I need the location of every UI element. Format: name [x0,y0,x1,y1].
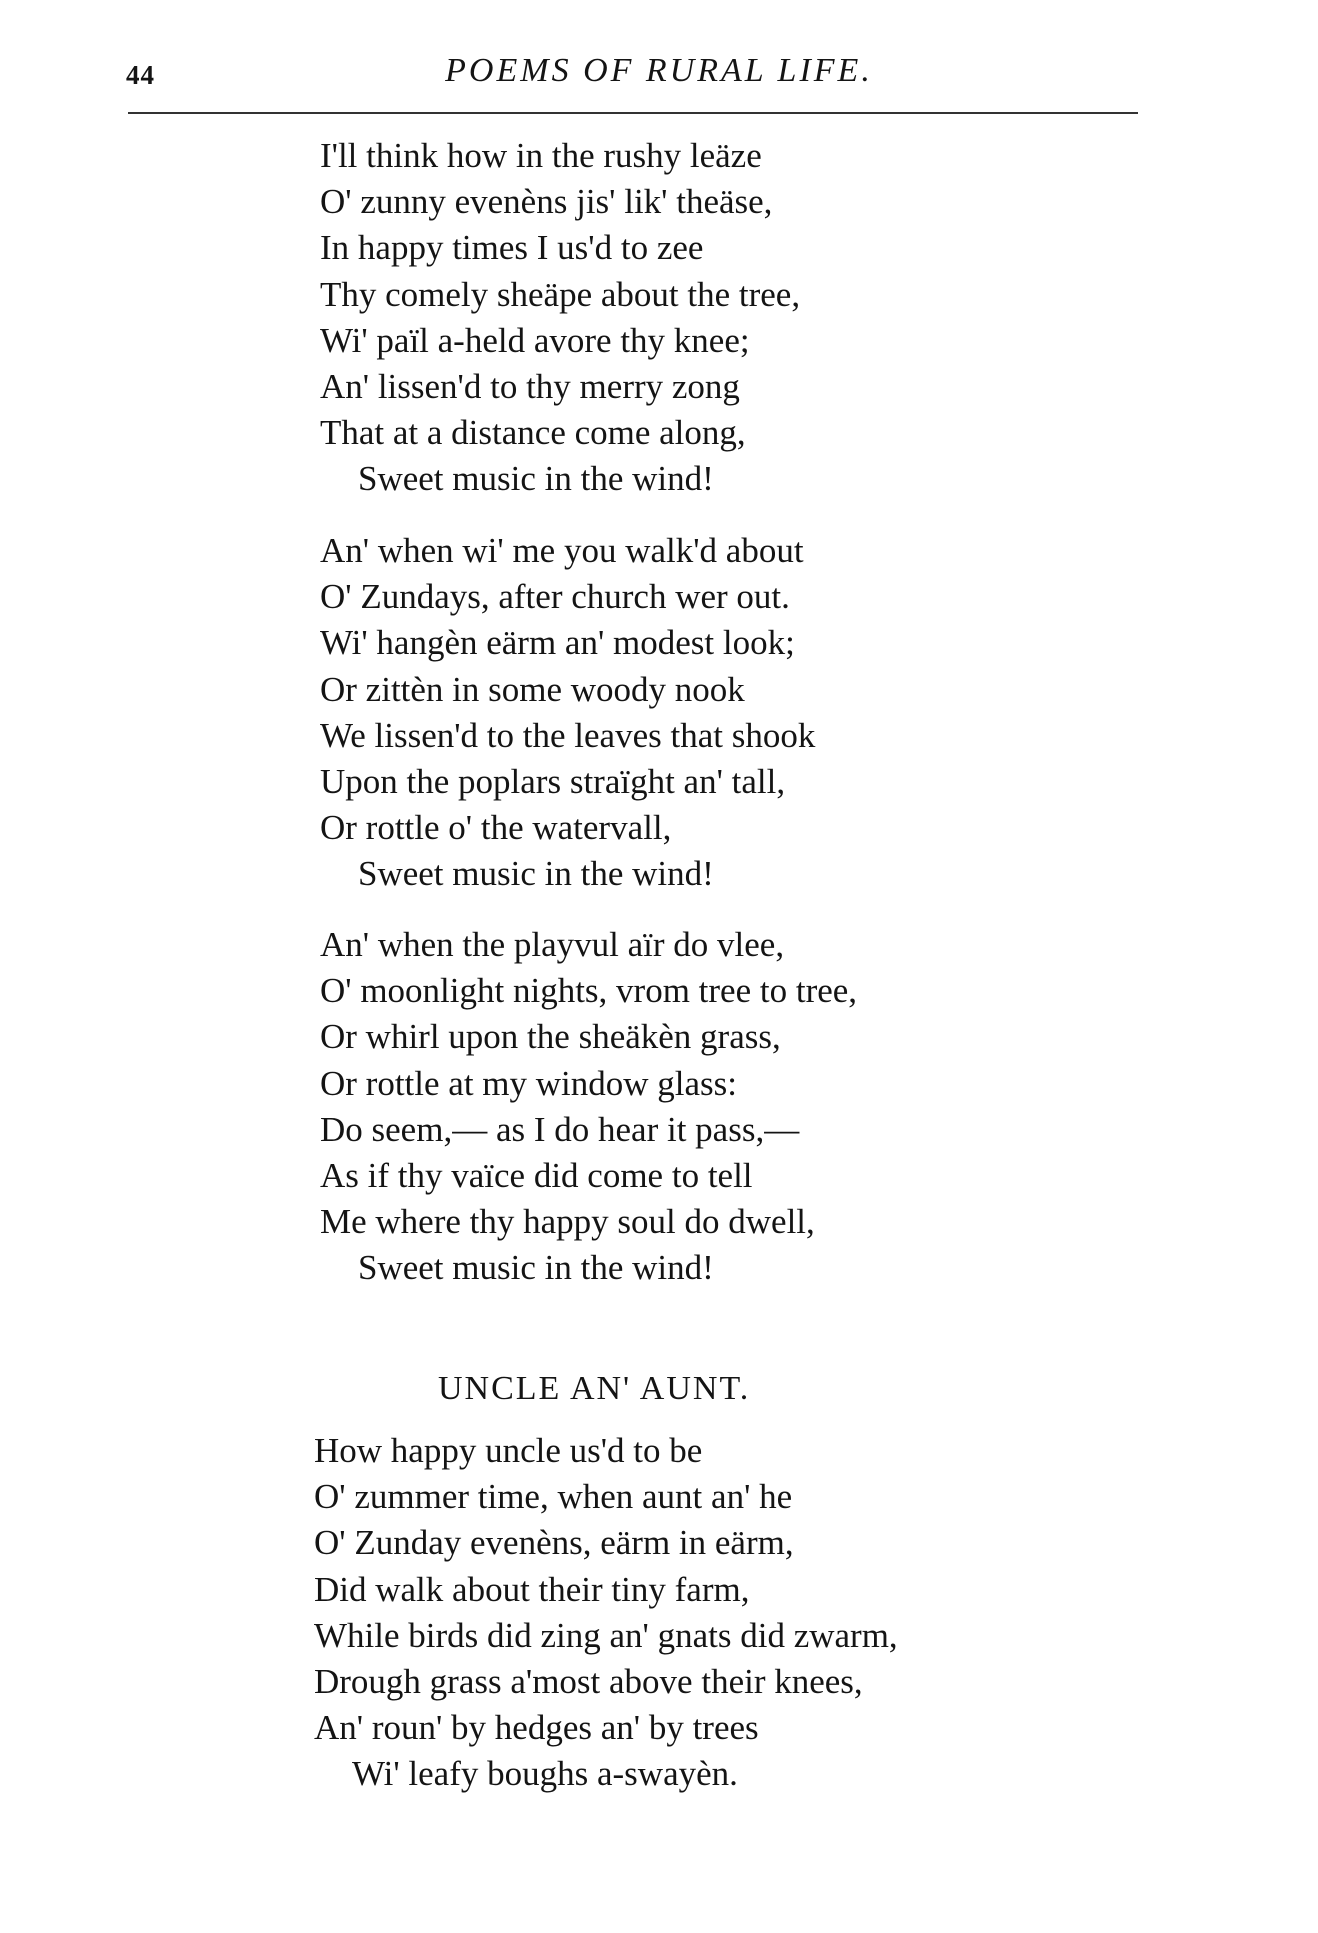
verse-line: O' zunny evenèns jis' lik' theäse, [320,182,773,222]
stanza-1 [320,133,800,503]
verse-line: We lissen'd to the leaves that shook [320,715,816,755]
verse-line: Drough grass a'most above their knees, [314,1662,863,1702]
verse-line: As if thy vaïce did come to tell [320,1156,753,1196]
verse-line: While birds did zing an' gnats did zwarm, [314,1615,898,1655]
verse-line: An' lissen'd to thy merry zong [320,367,740,407]
verse-line: O' moonlight nights, vrom tree to tree, [320,971,858,1011]
verse-line: Did walk about their tiny farm, [314,1569,750,1609]
stanza-2 [320,528,815,898]
stanza-4 [314,1428,898,1798]
verse-line: In happy times I us'd to zee [320,228,704,268]
refrain-line: Wi' leafy boughs a-swayèn. [352,1754,738,1794]
refrain-line: Sweet music in the wind! [358,459,714,499]
verse-line: Wi' païl a-held avore thy knee; [320,320,750,360]
running-title: POEMS OF RURAL LIFE. [445,52,873,89]
verse-line: An' when wi' me you walk'd about [320,531,804,570]
verse-line: An' when the playvul aïr do vlee, [320,925,785,964]
verse-line: An' roun' by hedges an' by trees [314,1708,759,1748]
verse-line: Or rottle at my window glass: [320,1063,738,1103]
verse-line: Wi' hangèn eärm an' modest look; [320,623,795,663]
verse-line: O' zummer time, when aunt an' he [314,1477,793,1517]
header-rule [128,112,1138,114]
stanza-3 [320,922,857,1292]
verse-line: Or rottle o' the watervall, [320,808,672,848]
page-number: 44 [126,60,155,90]
verse-line: Or zittèn in some woody nook [320,669,745,709]
verse-line: Or whirl upon the sheäkèn grass, [320,1017,781,1057]
verse-line: That at a distance come along, [320,413,746,453]
verse-line: Thy comely sheäpe about the tree, [320,274,801,314]
verse-line: O' Zundays, after church wer out. [320,577,790,617]
verse-line: Upon the poplars straïght an' tall, [320,762,786,802]
refrain-line: Sweet music in the wind! [358,854,714,894]
verse-line: I'll think how in the rushy leäze [320,136,762,175]
verse-line: How happy uncle us'd to be [314,1431,703,1470]
poem-title: UNCLE AN' AUNT. [438,1370,751,1407]
verse-line: O' Zunday evenèns, eärm in eärm, [314,1523,794,1563]
verse-line: Me where thy happy soul do dwell, [320,1202,815,1242]
verse-line: Do seem,— as I do hear it pass,— [320,1109,800,1149]
refrain-line: Sweet music in the wind! [358,1248,714,1288]
